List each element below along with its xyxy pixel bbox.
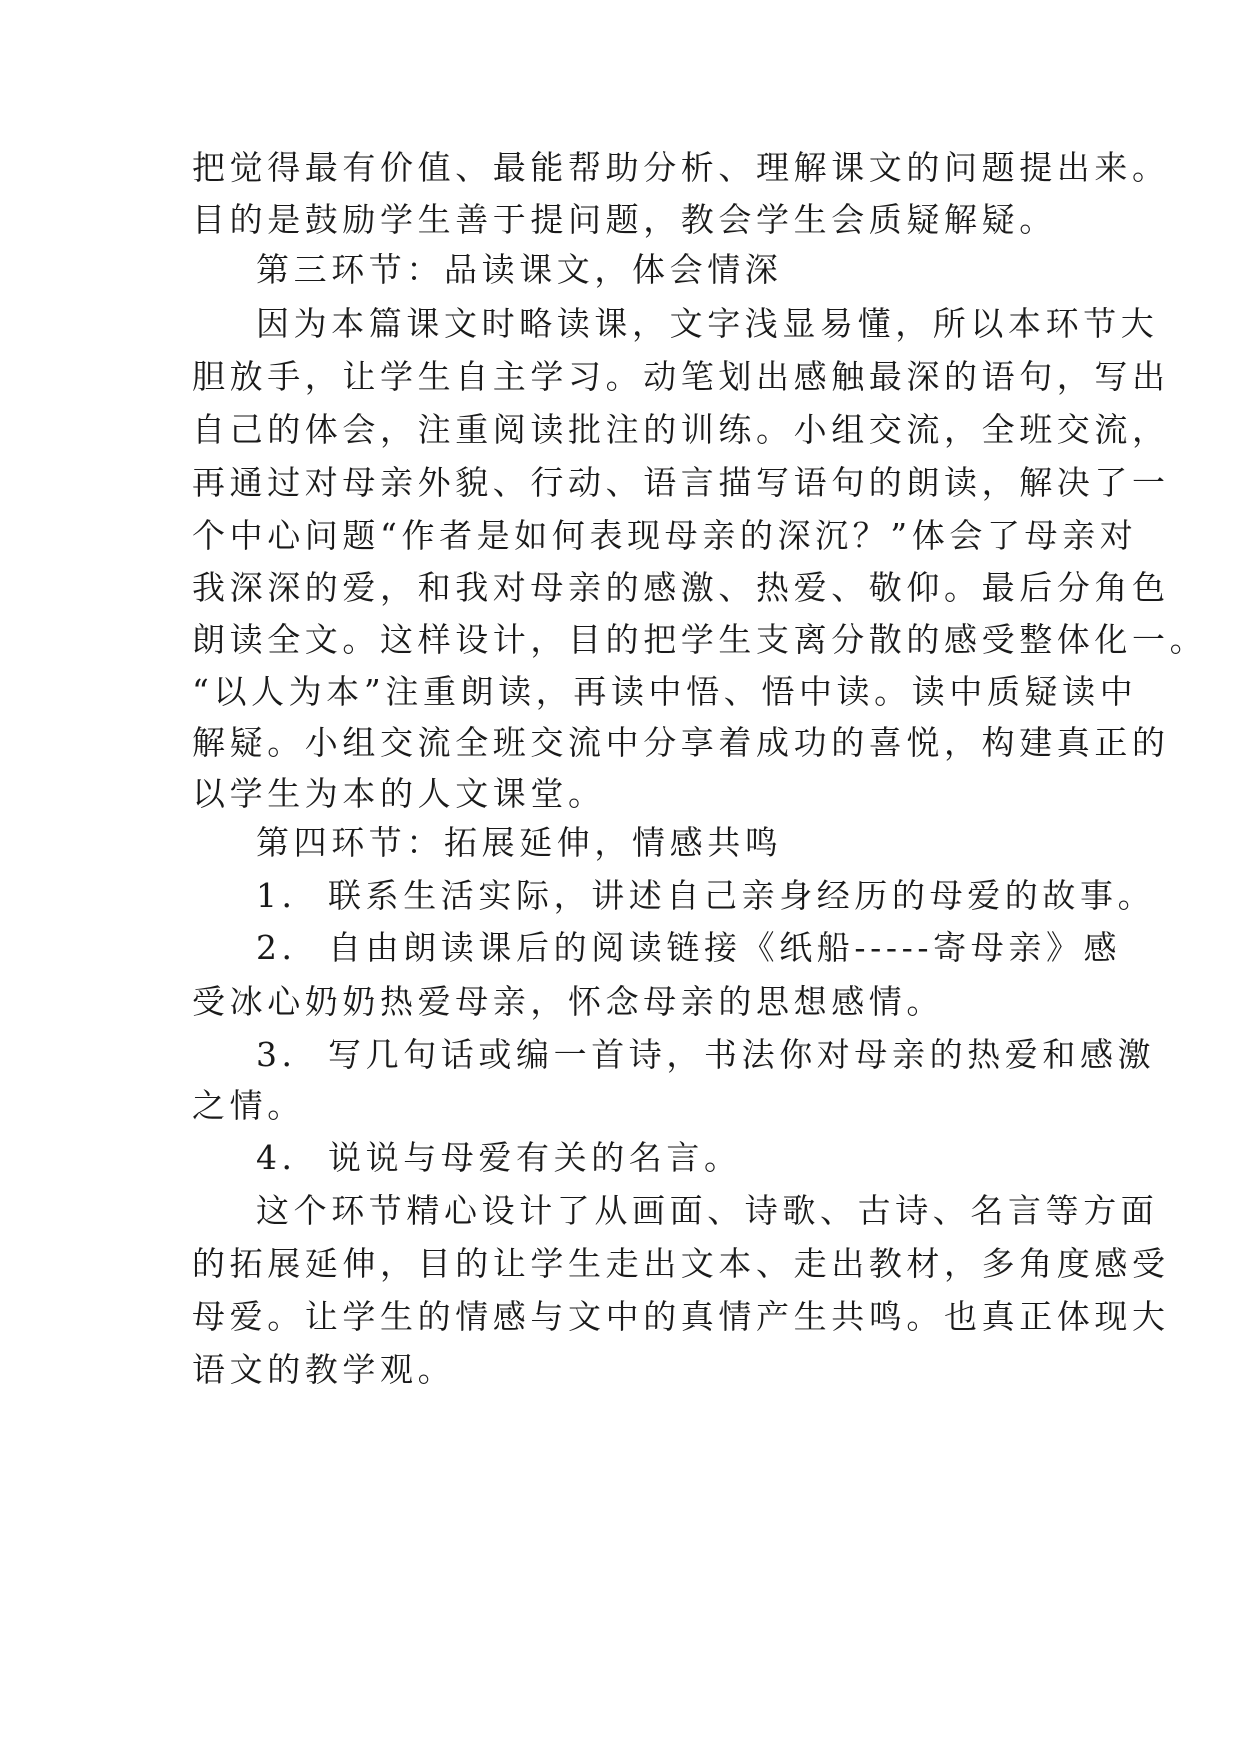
paragraph-line: 语文的教学观。 [192,1350,456,1389]
paragraph-line: 我深深的爱，和我对母亲的感激、热爱、敬仰。最后分角色 [192,568,1170,607]
list-item-text: 写几句话或编一首诗，书法你对母亲的热爱和感激 [328,1035,1156,1074]
list-item-number: 1． [256,876,320,915]
list-item-4 [256,1130,1072,1186]
paragraph-line: 再通过对母亲外貌、行动、语言描写语句的朗读，解决了一 [192,463,1170,502]
list-item-1 [256,868,1156,924]
section-heading-3: 第三环节：品读课文，体会情深 [256,250,783,289]
list-item-2 [256,920,1122,976]
list-item-3 [256,1027,1156,1083]
list-item-text: 自由朗读课后的阅读链接《纸船-----寄母亲》感 [328,928,1122,967]
list-item-text: 说说与母爱有关的名言。 [328,1138,742,1177]
paragraph-line: 自己的体会，注重阅读批注的训练。小组交流，全班交流， [192,410,1170,449]
list-item-text: 联系生活实际，讲述自己亲身经历的母爱的故事。 [328,876,1156,915]
paragraph-line: 母爱。让学生的情感与文中的真情产生共鸣。也真正体现大 [192,1297,1170,1336]
list-item-number: 4． [256,1138,320,1177]
section-heading-4: 第四环节：拓展延伸，情感共鸣 [256,823,783,862]
paragraph-line: 个中心问题“作者是如何表现母亲的深沉？”体会了母亲对 [192,516,1138,555]
paragraph-line: 以学生为本的人文课堂。 [192,774,606,813]
paragraph-line: 目的是鼓励学生善于提问题，教会学生会质疑解疑。 [192,200,1057,239]
paragraph-line: 的拓展延伸，目的让学生走出文本、走出教材，多角度感受 [192,1244,1170,1283]
paragraph-line: 因为本篇课文时略读课，文字浅显易懂，所以本环节大 [256,304,1159,343]
paragraph-line: 朗读全文。这样设计，目的把学生支离分散的感受整体化一。 [192,620,1208,659]
paragraph-line: 解疑。小组交流全班交流中分享着成功的喜悦，构建真正的 [192,723,1170,762]
paragraph-line: 胆放手，让学生自主学习。动笔划出感触最深的语句，写出 [192,357,1170,396]
list-item-continuation: 之情。 [192,1086,305,1125]
paragraph-line: 这个环节精心设计了从画面、诗歌、古诗、名言等方面 [256,1191,1159,1230]
list-item-number: 2． [256,928,320,967]
paragraph-line: “以人为本”注重朗读，再读中悟、悟中读。读中质疑读中 [192,672,1138,711]
list-item-number: 3． [256,1035,320,1074]
paragraph-line: 把觉得最有价值、最能帮助分析、理解课文的问题提出来。 [192,148,1170,187]
list-item-continuation: 受冰心奶奶热爱母亲，怀念母亲的思想感情。 [192,982,944,1021]
